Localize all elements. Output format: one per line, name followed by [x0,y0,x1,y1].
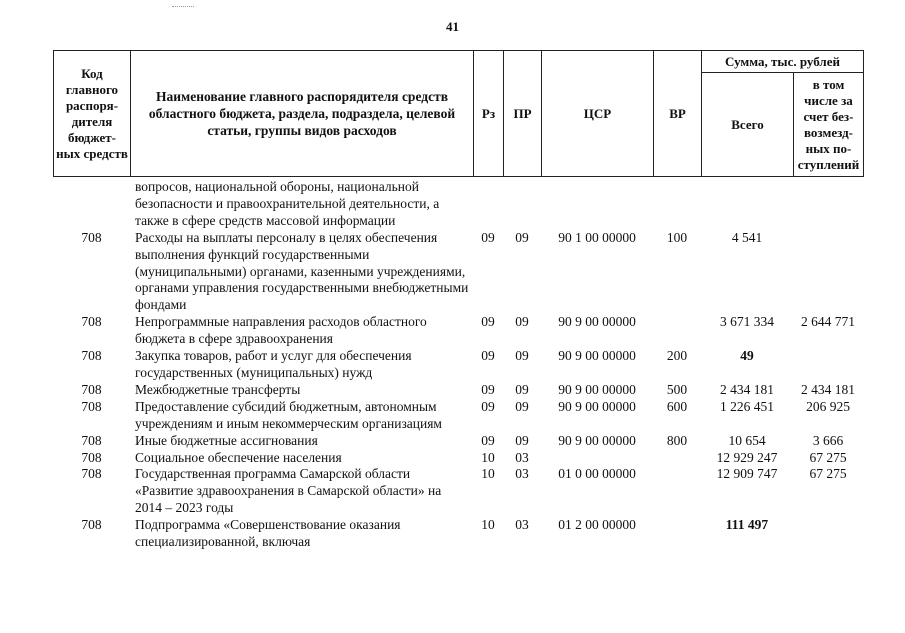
cell-total: 10 654 [728,432,766,448]
cell-name: Подпрограмма «Совершенствование оказания специализированной, включая [135,517,401,550]
cell-vr: 500 [666,381,688,397]
cell-name: Расходы на выплаты персоналу в целях обеспечения выполнения функций государственными (муниципальными) органами, казенными учреждениями, органами управления государственными внебюджетными фондами [135,229,469,313]
cell-rz: 10 [481,517,495,533]
cell-vr: 200 [666,348,688,364]
table-row [53,230,863,315]
cell-pr: 09 [515,229,529,245]
cell-name: Межбюджетные трансферты [135,381,301,397]
cell-vr [653,314,701,348]
table-row [53,450,863,467]
header-gratuitous: в том числе за счет без-возмезд-ных по-ступлений [794,73,864,177]
cell-total: 1 226 451 [720,398,774,414]
cell-csr: 90 9 00 00000 [558,381,636,397]
cell-total: 2 434 181 [720,381,774,397]
table-row [53,179,863,230]
cell-rz: 09 [481,398,495,414]
cell-name: Закупка товаров, работ и услуг для обеспечения государственных (муниципальных) нужд [135,348,412,380]
cell-total: 4 541 [731,229,763,245]
cell-vr: 100 [666,229,688,245]
cell-vr [653,466,701,517]
cell-rz: 10 [481,449,495,465]
cell-gratuitous: 3 666 [812,432,844,448]
cell-total [701,179,793,230]
scan-artifact [172,6,194,9]
cell-pr: 09 [515,398,529,414]
cell-code [53,179,130,230]
cell-vr [653,517,701,551]
cell-pr [503,179,541,230]
cell-name: Предоставление субсидий бюджетным, автономным учреждениям и иным некоммерческим организациям [135,398,442,431]
cell-csr [541,450,653,467]
cell-csr: 01 2 00 00000 [558,517,636,533]
cell-vr: 600 [666,398,688,414]
cell-code: 708 [81,229,102,245]
cell-csr: 90 9 00 00000 [558,398,636,414]
header-vr: ВР [654,51,702,177]
cell-name: Государственная программа Самарской области «Развитие здравоохранения в Самарской области» на 2014 – 2023 годы [135,466,442,516]
table-row [53,382,863,399]
header-name: Наименование главного распорядителя средств областного бюджета, раздела, подраздела, целевой статьи, группы видов расходов [131,51,474,177]
cell-pr: 03 [515,449,529,465]
header-pr: ПР [504,51,542,177]
cell-total: 49 [740,348,754,364]
cell-pr: 09 [515,432,529,448]
cell-rz [473,179,503,230]
table-row [53,433,863,450]
cell-name: вопросов, национальной обороны, национальной безопасности и правоохранительной деятельности, а также в сфере средств массовой информации [135,179,440,228]
table-row [53,314,863,348]
cell-rz: 09 [481,348,495,364]
header-csr: ЦСР [542,51,654,177]
header-code: Код главного распоря-дителя бюджет-ных средств [54,51,131,177]
cell-gratuitous [793,230,863,315]
page-number: 41 [446,19,459,34]
cell-code: 708 [81,381,102,397]
cell-gratuitous: 67 275 [809,449,847,465]
cell-csr: 90 9 00 00000 [558,432,636,448]
cell-vr [653,450,701,467]
table-body [53,179,863,551]
header-sum: Сумма, тыс. рублей [702,51,864,73]
cell-vr: 800 [666,432,688,448]
header-rz: Рз [474,51,504,177]
cell-code: 708 [81,466,102,482]
cell-code: 708 [81,517,102,533]
cell-pr: 09 [515,381,529,397]
cell-total: 111 497 [725,517,769,533]
cell-code: 708 [81,348,102,364]
cell-code: 708 [81,432,102,448]
cell-rz: 09 [481,381,495,397]
cell-gratuitous [793,179,863,230]
cell-total: 3 671 334 [720,314,774,330]
cell-rz: 09 [481,432,495,448]
cell-gratuitous: 206 925 [806,398,850,414]
cell-csr [541,179,653,230]
cell-rz: 09 [481,229,495,245]
cell-gratuitous: 2 434 181 [801,381,855,397]
cell-pr: 09 [515,348,529,364]
cell-code: 708 [81,398,102,414]
header-total: Всего [702,73,794,177]
cell-rz: 10 [481,466,495,482]
cell-pr: 09 [515,314,529,330]
cell-gratuitous: 67 275 [809,466,847,482]
cell-vr [653,179,701,230]
cell-gratuitous [793,517,863,551]
cell-pr: 03 [515,517,529,533]
cell-gratuitous [793,348,863,382]
cell-code: 708 [81,314,102,330]
table-row [53,348,863,382]
cell-total: 12 929 247 [716,449,778,465]
cell-rz: 09 [481,314,495,330]
table-header [53,50,864,177]
cell-csr: 90 9 00 00000 [558,314,636,330]
cell-code: 708 [81,449,102,465]
cell-csr: 90 9 00 00000 [558,348,636,364]
cell-gratuitous: 2 644 771 [801,314,855,330]
table-row [53,517,863,551]
cell-name: Социальное обеспечение населения [135,449,342,465]
cell-csr: 01 0 00 00000 [558,466,636,482]
cell-total: 12 909 747 [716,466,778,482]
cell-name: Иные бюджетные ассигнования [135,432,318,448]
cell-csr: 90 1 00 00000 [558,229,636,245]
table-row [53,466,863,517]
cell-name: Непрограммные направления расходов областного бюджета в сфере здравоохранения [135,314,427,347]
table-row [53,399,863,433]
cell-pr: 03 [515,466,529,482]
